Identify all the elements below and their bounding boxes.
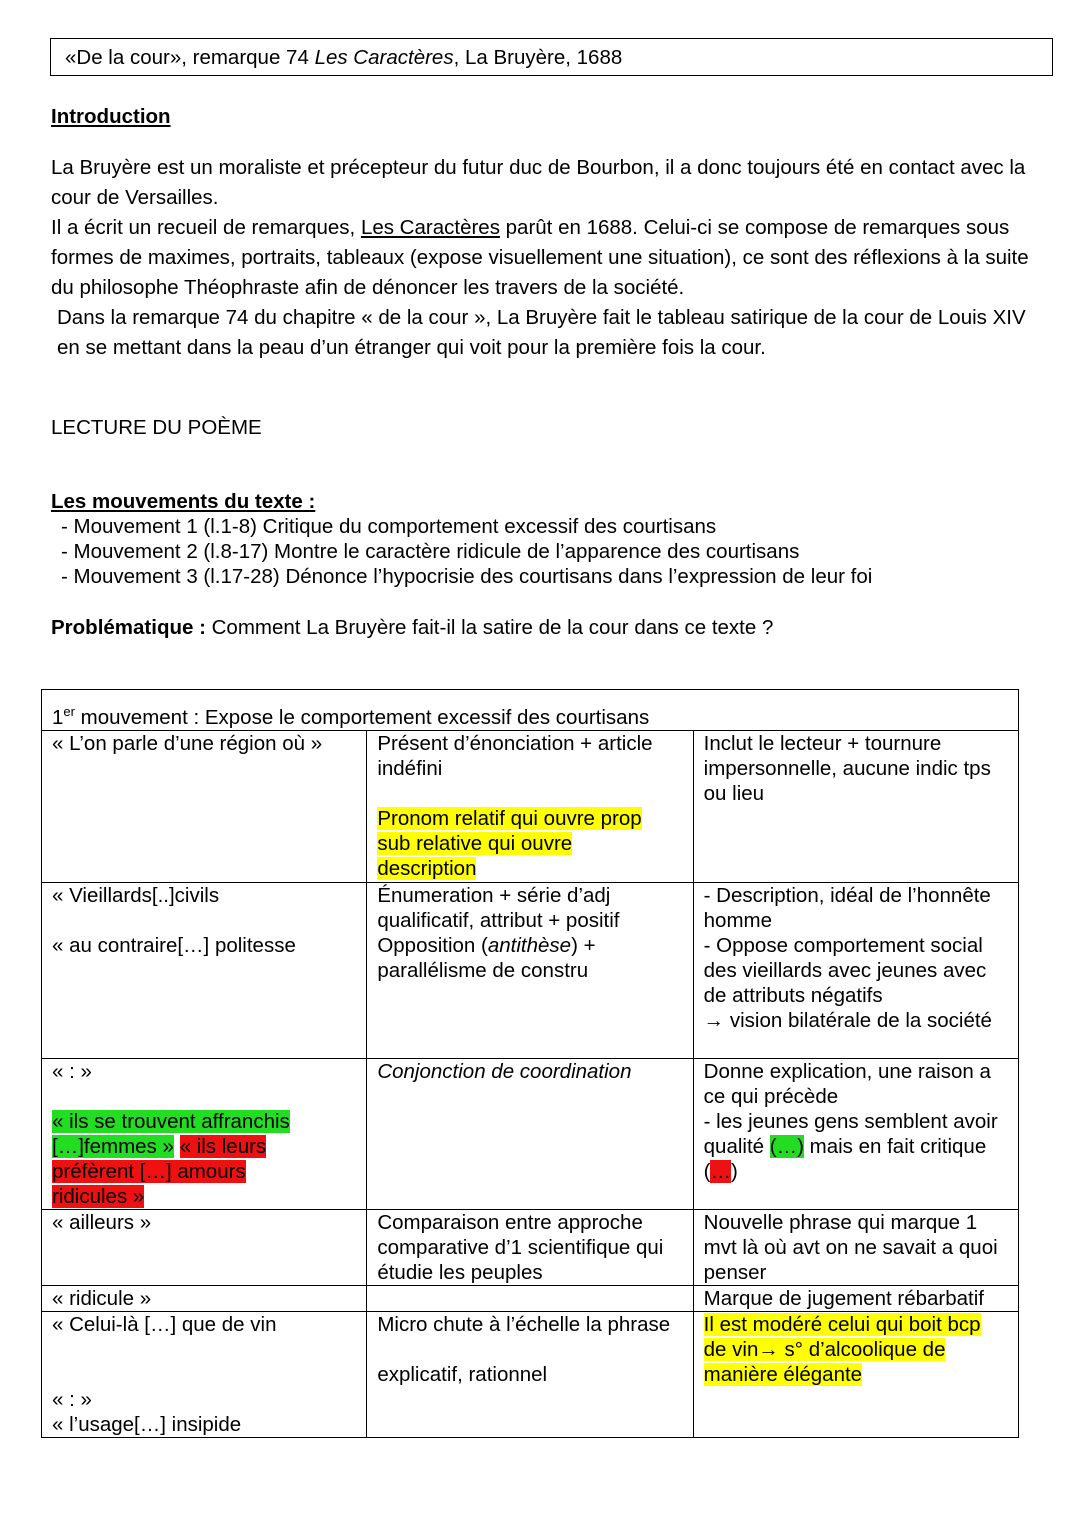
row3-interp-b bbox=[704, 1109, 1010, 1184]
row1-analysis-highlight bbox=[377, 806, 657, 881]
row2-b3: ) + parallélisme de constru bbox=[377, 934, 596, 982]
row2-analysis bbox=[367, 883, 693, 1059]
row3-quote-highlights bbox=[52, 1109, 307, 1209]
row2-interp-b: - Oppose comportement social des vieillards avec jeunes avec de attributs négatifs bbox=[703, 934, 987, 1007]
row5-quote: « ridicule » bbox=[42, 1286, 367, 1312]
row6-quote-b: « : » bbox=[52, 1388, 92, 1411]
row3-b2: mais en fait critique ( bbox=[703, 1135, 987, 1183]
problematique bbox=[51, 616, 773, 640]
intro-paragraph-3: Dans la remarque 74 du chapitre « de la cour », La Bruyère fait le tableau satirique de la cour de Louis XIV en se mettant dans la peau d’un étranger qui voit pour la première fois la cour. bbox=[57, 306, 1026, 359]
row3-analysis: Conjonction de coordination bbox=[367, 1059, 693, 1210]
movement-item-1: - Mouvement 1 (l.1-8) Critique du comportement excessif des courtisans bbox=[61, 515, 717, 538]
row6-interpretation bbox=[693, 1312, 1018, 1438]
title-suffix: , La Bruyère, 1688 bbox=[453, 46, 623, 69]
row1-interpretation: Inclut le lecteur + tournure impersonnelle, aucune indic tps ou lieu bbox=[693, 731, 1018, 883]
header-text: mouvement : Expose le comportement excessif des courtisans bbox=[74, 705, 650, 729]
row2-interpretation bbox=[693, 883, 1018, 1059]
row1-quote: « L’on parle d’une région où » bbox=[42, 731, 367, 883]
intro-p2-start: Il a écrit un recueil de remarques, bbox=[51, 216, 361, 239]
row6-highlight-text: Il est modéré celui qui boit bcp de vin→ s° d’alcoolique de manière élégante bbox=[703, 1313, 981, 1386]
title-book: Les Caractères bbox=[314, 46, 454, 69]
row6-quote-a: « Celui-là […] que de vin bbox=[52, 1313, 277, 1336]
table-row bbox=[42, 1286, 1019, 1312]
row6-analysis-b: explicatif, rationnel bbox=[377, 1363, 548, 1386]
problematique-label: Problématique : bbox=[51, 616, 206, 639]
row6-quote bbox=[42, 1312, 367, 1438]
table-header-row bbox=[42, 690, 1019, 731]
row3-interpretation bbox=[693, 1059, 1018, 1210]
row3-quote bbox=[42, 1059, 367, 1210]
row3-interp-a: Donne explication, une raison a ce qui précède bbox=[703, 1060, 991, 1108]
row2-b1: Opposition ( bbox=[377, 934, 488, 957]
row1-highlight-text: Pronom relatif qui ouvre prop sub relative qui ouvre description bbox=[377, 807, 642, 880]
row3-green-quote: « ils se trouvent affranchis […]femmes » bbox=[52, 1110, 290, 1158]
table-row bbox=[42, 1312, 1019, 1438]
row2-analysis-a: Énumeration + série d’adj qualificatif, attribut + positif bbox=[377, 884, 620, 932]
reading-heading: LECTURE DU POÈME bbox=[51, 416, 262, 439]
row3-b-green: (…) bbox=[769, 1135, 804, 1158]
table-header bbox=[42, 690, 1019, 731]
problematique-text: Comment La Bruyère fait-il la satire de la cour dans ce texte ? bbox=[205, 616, 774, 639]
title-prefix: «De la cour», remarque 74 bbox=[65, 46, 315, 69]
row6-interp-wrap bbox=[704, 1312, 989, 1387]
table-row bbox=[42, 731, 1019, 883]
row6-analysis bbox=[367, 1312, 693, 1438]
row2-quote-b: « au contraire[…] politesse bbox=[52, 934, 296, 957]
introduction-body bbox=[51, 153, 1031, 363]
intro-p2-end: parût en 1688. Celui-ci se compose de remarques sous formes de maximes, portraits, tableaux (expose visuellement une situation), ce sont des réflexions à la suite du philosophe Théophraste afin de dénoncer les travers de la société. bbox=[51, 216, 1029, 299]
row6-analysis-a: Micro chute à l’échelle la phrase bbox=[377, 1313, 671, 1336]
table-row bbox=[42, 883, 1019, 1059]
introduction-heading: Introduction bbox=[51, 105, 171, 128]
row6-quote-c: « l’usage[…] insipide bbox=[52, 1413, 242, 1436]
document-title-box bbox=[50, 38, 1053, 76]
movement-item-3: - Mouvement 3 (l.17-28) Dénonce l’hypocrisie des courtisans dans l’expression de leur foi bbox=[61, 565, 873, 588]
row5-interpretation: Marque de jugement rébarbatif bbox=[693, 1286, 1018, 1312]
row4-quote: « ailleurs » bbox=[42, 1210, 367, 1286]
row4-analysis: Comparaison entre approche comparative d’1 scientifique qui étudie les peuples bbox=[367, 1210, 693, 1286]
header-number: 1 bbox=[52, 705, 64, 729]
row2-interp-a: - Description, idéal de l’honnête homme bbox=[703, 884, 991, 932]
header-sup: er bbox=[63, 704, 75, 719]
row3-quote-a: « : » bbox=[52, 1060, 92, 1083]
row1-analysis bbox=[367, 731, 693, 883]
row2-interp-c: → vision bilatérale de la société bbox=[703, 1009, 992, 1032]
intro-paragraph-2 bbox=[51, 213, 1031, 303]
row3-b1: - les jeunes gens semblent avoir qualité bbox=[703, 1110, 998, 1158]
row3-b-red: … bbox=[710, 1160, 731, 1183]
row4-interpretation: Nouvelle phrase qui marque 1 mvt là où avt on ne savait a quoi penser bbox=[693, 1210, 1018, 1286]
row2-b2: antithèse bbox=[487, 934, 572, 957]
row2-quote-a: « Vieillards[..]civils bbox=[52, 884, 220, 907]
intro-p2-book: Les Caractères bbox=[360, 216, 500, 239]
table-row bbox=[42, 1059, 1019, 1210]
row2-analysis-b bbox=[377, 933, 684, 983]
analysis-table bbox=[41, 689, 1019, 1438]
row2-quote bbox=[42, 883, 367, 1059]
movement-item-2: - Mouvement 2 (l.8-17) Montre le caractère ridicule de l’apparence des courtisans bbox=[61, 540, 800, 563]
table-row bbox=[42, 1210, 1019, 1286]
row1-analysis-a: Présent d’énonciation + article indéfini bbox=[377, 732, 653, 780]
row3-red-quote: « ils leurs préfèrent […] amours ridicules » bbox=[52, 1135, 267, 1208]
movements-heading: Les mouvements du texte : bbox=[51, 490, 316, 513]
movements-section bbox=[51, 489, 872, 589]
row5-analysis bbox=[367, 1286, 693, 1312]
movements-list bbox=[51, 514, 872, 589]
row3-b3: ) bbox=[730, 1160, 738, 1183]
intro-paragraph-1: La Bruyère est un moraliste et précepteur du futur duc de Bourbon, il a donc toujours été en contact avec la cour de Versailles. bbox=[51, 156, 1026, 209]
